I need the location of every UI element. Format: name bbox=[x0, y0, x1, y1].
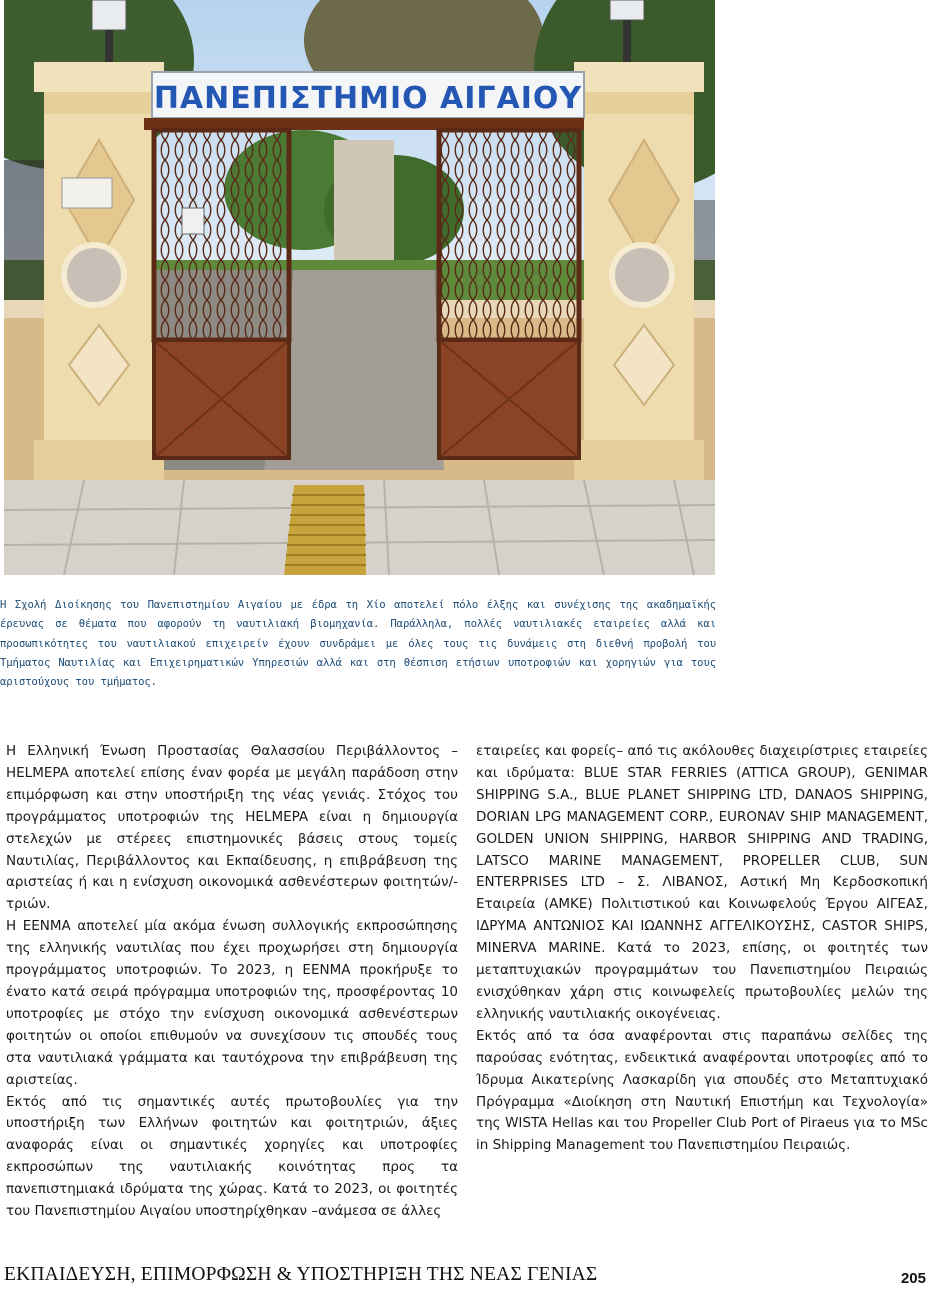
university-gate-photo bbox=[4, 0, 715, 575]
section-title: ΕΚΠΑΙΔΕΥΣΗ, ΕΠΙΜΟΡΦΩΣΗ & ΥΠΟΣΤΗΡΙΞΗ ΤΗΣ ΝΕΑΣ ΓΕΝΙΑΣ bbox=[4, 1264, 598, 1285]
left-text-column bbox=[6, 741, 458, 1223]
sign-text: ΠΑΝΕΠΙΣΤΗΜΙΟ ΑΙΓΑΙΟΥ bbox=[153, 81, 583, 116]
paragraph-companies: εταιρείες και φορείς– από τις ακόλουθες διαχειρίστριες εταιρείες και ιδρύματα: BLUE STAR FERRIES (ATTICA GROUP), GENIMAR SHIPPING S.A., BLUE PLANET SHIPPING LTD, DANAOS SHIPPING, DORIAN LPG MANAGEMENT CORP., EURONAV SHIP MANAGEMENT, GOLDEN UNION SHIPPING, HARBOR SHIPPING AND TRADING, LATSCO MARINE MANAGEMENT, PROPELLER CLUB, SUN ENTERPRISES LTD – Σ. ΛΙΒΑΝΟΣ, Αστική Μη Κερδοσκοπική Εταιρεία (ΑΜΚΕ) Πολιτιστικού και Κοινωφελούς Έργου ΑΙΓΕΑΣ, ΙΔΡΥΜΑ ΑΝΤΩΝΙΟΣ ΚΑΙ ΙΩΑΝΝΗΣ ΑΓΓΕΛΙΚΟΥΣΗΣ, CASTOR SHIPS, MINERVA MARINE. Κατά το 2023, επίσης, οι φοιτητές των μεταπτυχιακών προγραμμάτων του Πανεπιστημίου Πειραιώς ενισχύθηκαν χάρη στις κοινωφελείς πρωτοβουλίες μελών της ελληνικής ναυτιλιακής οικογένειας. bbox=[476, 743, 928, 1022]
right-text-column bbox=[476, 741, 928, 1157]
paragraph-sponsorships: Εκτός από τις σημαντικές αυτές πρωτοβουλίες για την υποστήριξη των Ελλήνων φοιτητών και φοιτητριών, άξιες αναφοράς είναι οι σημαντικές χορηγίες και υποτροφίες εκπροσώπων της ναυτιλιακής κοινότητας προς τα πανεπιστημιακά ιδρύματα της χώρας. Κατά το 2023, οι φοιτητές του Πανεπιστημίου Αιγαίου υποστηρίχθηκαν –ανάμεσα σε άλλες bbox=[6, 1093, 458, 1220]
page-number: 205 bbox=[900, 1270, 926, 1287]
photo-caption: Η Σχολή Διοίκησης του Πανεπιστημίου Αιγαίου με έδρα τη Χίο αποτελεί πόλο έλξης και συνέχισης της ακαδημαϊκής έρευνας σε θέματα που αφορούν τη ναυτιλιακή βιομηχανία. Παράλληλα, πολλές ναυτιλιακές εταιρείες αλλά και προσωπικότητες του ναυτιλιακού επιχειρείν έχουν συνδράμει με όλες τους τις δυνάμεις στη διεθνή προβολή του Τμήματος Ναυτιλίας και Επιχειρηματικών Υπηρεσιών αλλά και στη θέσπιση ετήσιων υποτροφιών και χορηγιών για τους αριστούχους του τμήματος. bbox=[0, 599, 716, 689]
paragraph-eenma: Η ΕΕΝΜΑ αποτελεί μία ακόμα ένωση συλλογικής εκπροσώπησης της ελληνικής ναυτιλίας που έχει προχωρήσει στη δημιουργία προγράμματος υποτροφιών. Το 2023, η ΕΕΝΜΑ προκήρυξε το ένατο κατά σειρά πρόγραμμα υποτροφιών της, προσφέροντας 10 υποτροφίες με στόχο την ενίσχυση οικονομικά ασθενέστερων φοιτητών οι οποίοι επιθυμούν να συνεχίσουν τις σπουδές τους στα ναυτιλιακά γράμματα και ταυτόχρονα την επιβράβευση της αριστείας. bbox=[6, 918, 458, 1088]
paragraph-helmepa: Η Ελληνική Ένωση Προστασίας Θαλασσίου Περιβάλλοντος – HELMEPA αποτελεί επίσης έναν φορέα με μεγάλη παράδοση στην επιμόρφωση και στην υποστήριξη της νέας γενιάς. Στόχος του προγράμματος υποτροφιών της HELMEPA είναι η δημιουργία στελεχών με στέρεες επιστημονικές βάσεις στους τομείς Ναυτιλίας, Περιβάλλοντος και Εκπαίδευσης, η επιβράβευση της αριστείας ή και η ενίσχυση οικονομικά ασθενέστερων φοιτητών/-τριών. bbox=[6, 743, 458, 913]
paragraph-other-scholarships: Εκτός από τα όσα αναφέρονται στις παραπάνω σελίδες της παρούσας ενότητας, ενδεικτικά αναφέρονται υποτροφίες από το Ίδρυμα Αικατερίνης Λασκαρίδη για σπουδές στο Μεταπτυχιακό Πρόγραμμα «Διοίκηση στη Ναυτική Επιστήμη και Τεχνολογία» της WISTA Hellas και του Propeller Club Port of Piraeus για το MSc in Shipping Management του Πανεπιστημίου Πειραιώς. bbox=[476, 1027, 928, 1154]
